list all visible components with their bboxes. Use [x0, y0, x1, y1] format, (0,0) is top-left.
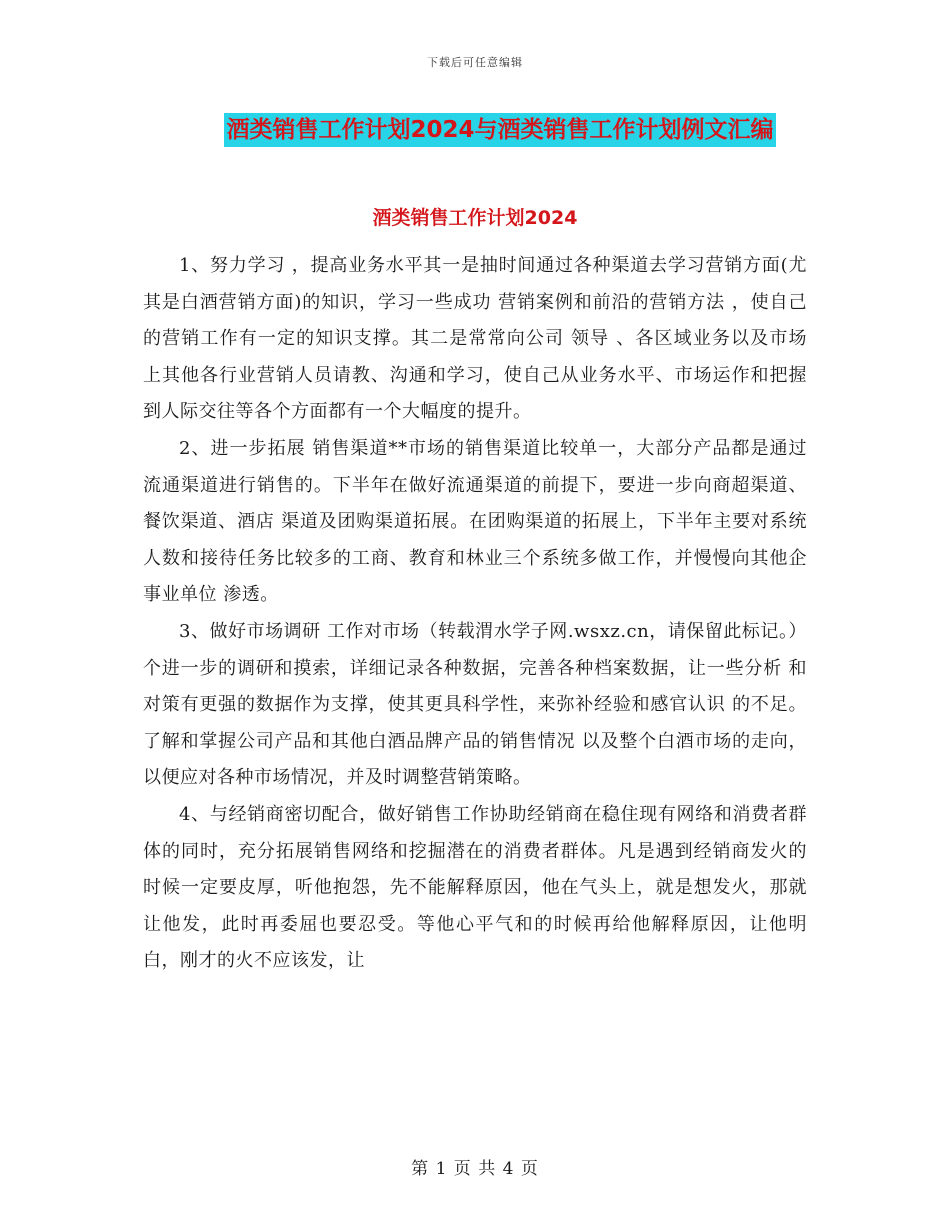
header-note: 下载后可任意编辑	[427, 56, 523, 69]
document-body	[143, 248, 807, 980]
section-title: 酒类销售工作计划2024	[372, 207, 578, 229]
paragraph-1: 1、努力学习 ，提高业务水平其一是抽时间通过各种渠道去学习营销方面(尤其是白酒营销方面)的知识，学习一些成功 营销案例和前沿的营销方法 ，使自己的营销工作有一定的知识支撑。其二是常常向公司 领导 、各区域业务以及市场 上其他各行业营销人员请教、沟通和学习，使自己从业务水平、市场运作和把握到人际交往等各个方面都有一个大幅度的提升。	[143, 255, 807, 423]
paragraph-2: 2、进一步拓展 销售渠道**市场的销售渠道比较单一，大部分产品都是通过流通渠道进行销售的。下半年在做好流通渠道的前提下，要进一步向商超渠道、餐饮渠道、酒店 渠道及团购渠道拓展。在团购渠道的拓展上，下半年主要对系统人数和接待任务比较多的工商、教育和林业三个系统多做工作，并慢慢向其他企事业单位 渗透。	[143, 437, 807, 606]
paragraph-3: 3、做好市场调研 工作对市场（转载渭水学子网.wsxz.cn，请保留此标记。）个进一步的调研和摸索，详细记录各种数据，完善各种档案数据，让一些分析 和对策有更强的数据作为支撑，使其更具科学性，来弥补经验和感官认识 的不足。了解和掌握公司产品和其他白酒品牌产品的销售情况 以及整个白酒市场的走向，以便应对各种市场情况，并及时调整营销策略。	[143, 620, 807, 789]
paragraph-4: 4、与经销商密切配合，做好销售工作协助经销商在稳住现有网络和消费者群体的同时，充分拓展销售网络和挖掘潜在的消费者群体。凡是遇到经销商发火的时候一定要皮厚，听他抱怨，先不能解释原因，他在气头上，就是想发火，那就让他发，此时再委屈也要忍受。等他心平气和的时候再给他解释原因，让他明白，刚才的火不应该发，让	[143, 803, 807, 972]
page-footer: 第 1 页 共 4 页	[411, 1159, 539, 1179]
document-title: 酒类销售工作计划2024与酒类销售工作计划例文汇编	[224, 113, 775, 147]
document-title-container	[0, 113, 950, 147]
